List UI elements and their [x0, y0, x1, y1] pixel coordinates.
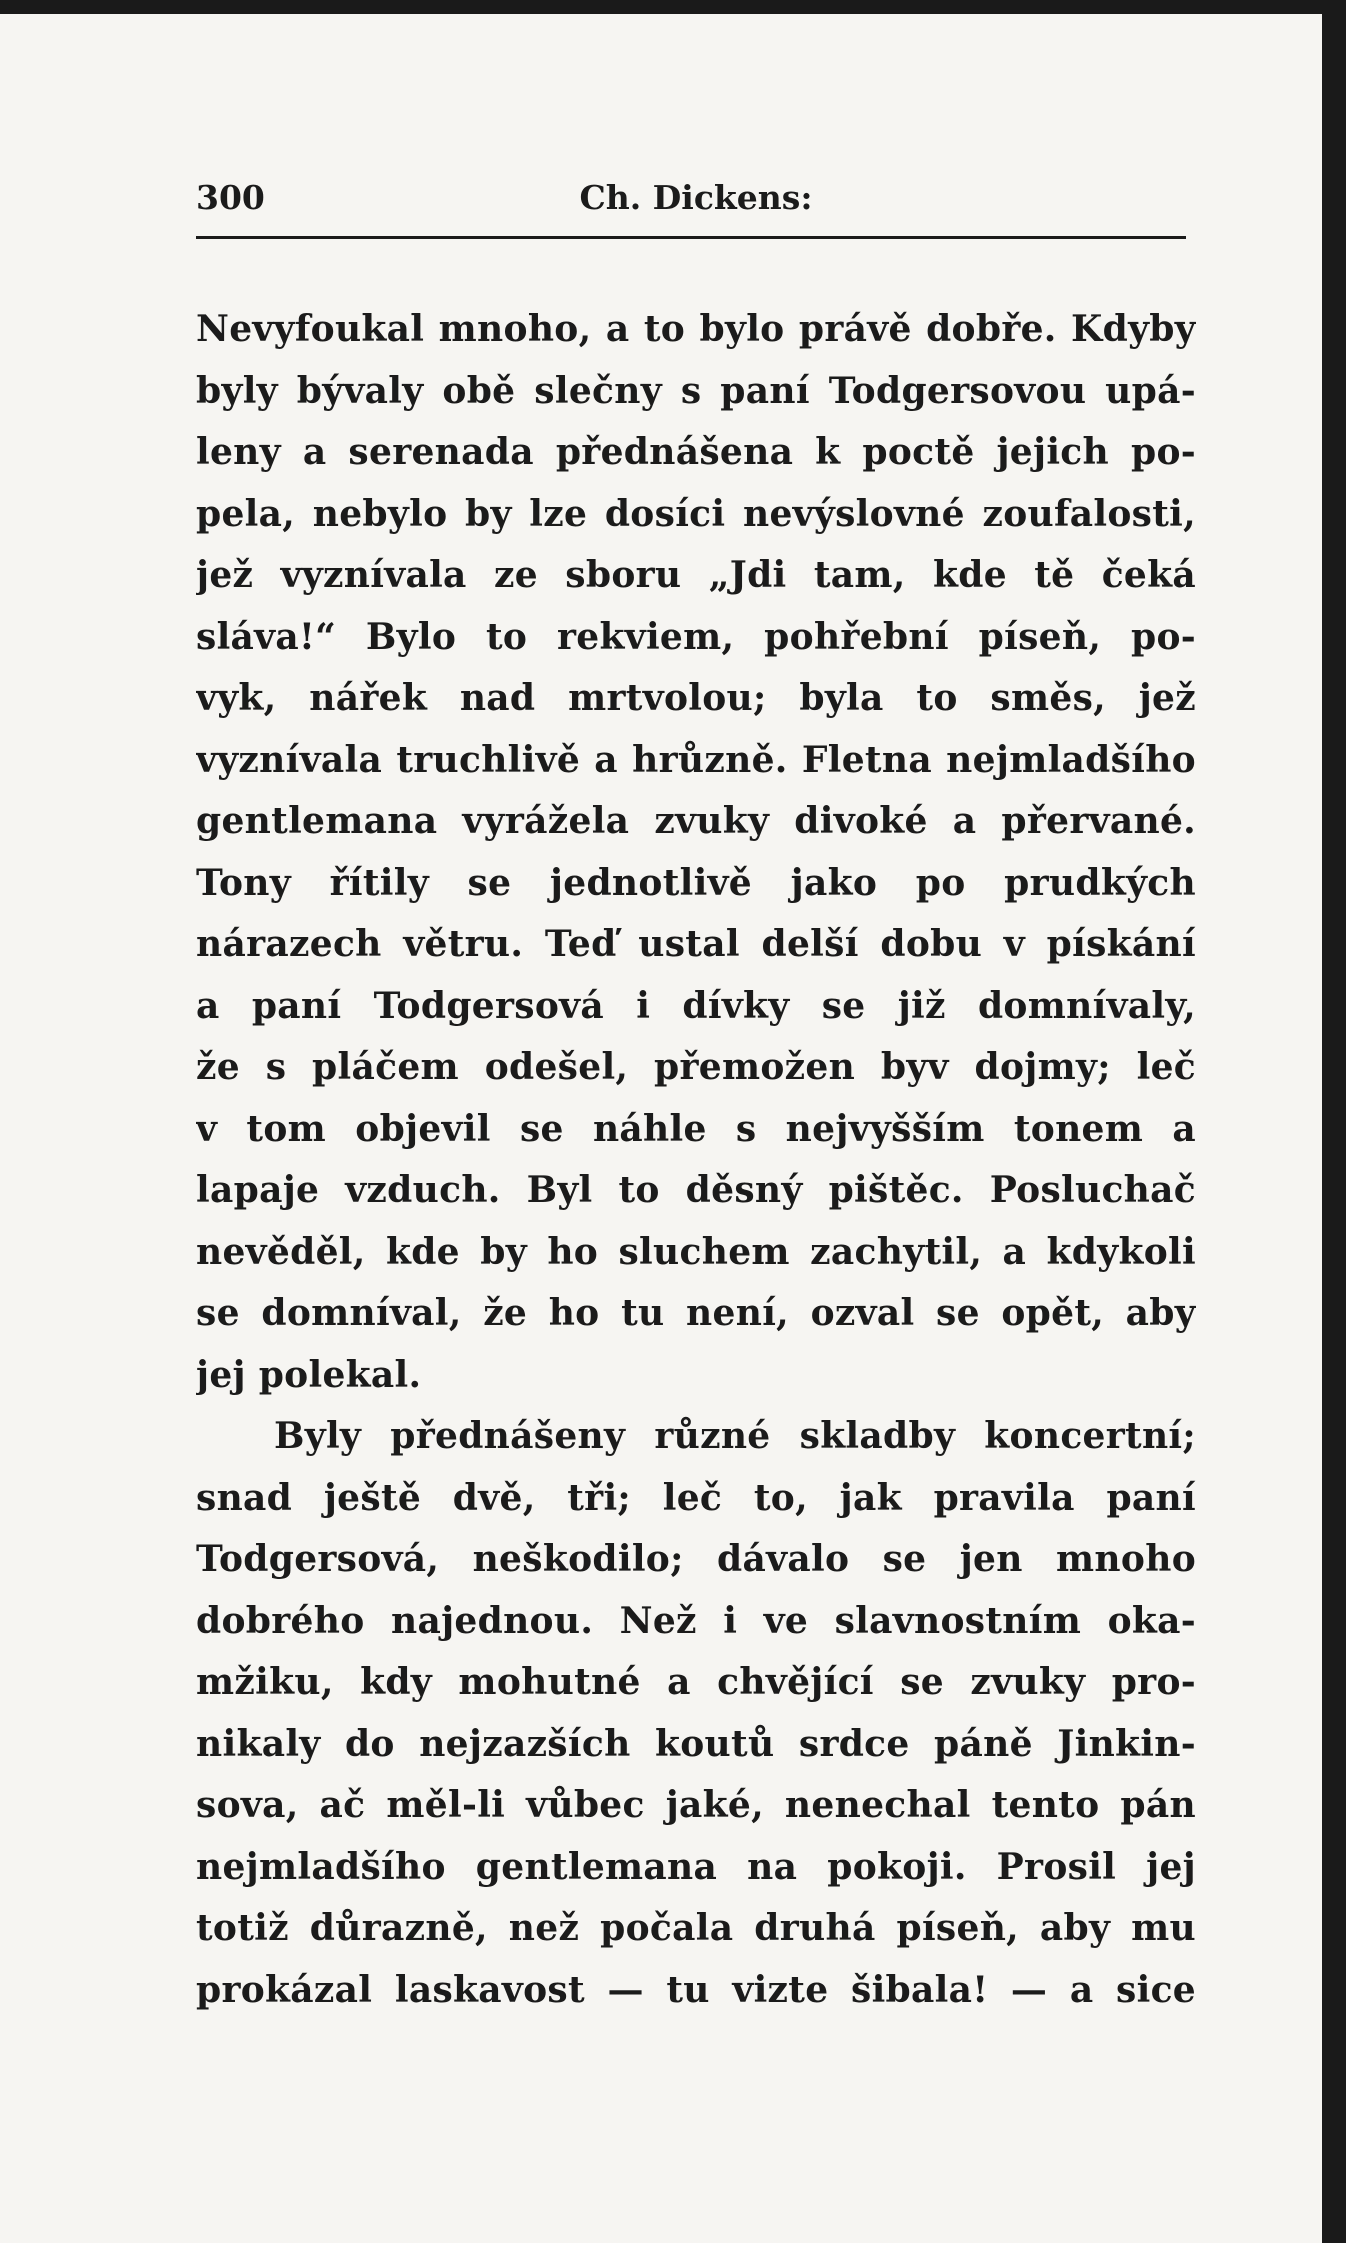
text-line: byly bývaly obě slečny s paní Todgersovou upá-	[196, 369, 1196, 412]
running-title: Ch. Dickens:	[579, 178, 813, 217]
text-line: Nevyfoukal mnoho, a to bylo právě dobře. Kdyby	[196, 308, 1196, 350]
text-line: mžiku, kdy mohutné a chvějící se zvuky pro-	[196, 1661, 1196, 1703]
text-line: jež vyznívala ze sboru „Jdi tam, kde tě čeká	[196, 554, 1196, 596]
text-line: nevěděl, kde by ho sluchem zachytil, a kdykoli	[196, 1230, 1196, 1273]
text-line: sova, ač měl-li vůbec jaké, nenechal tento pán	[196, 1784, 1196, 1826]
text-line: vyznívala truchlivě a hrůzně. Fletna nejmladšího	[196, 738, 1196, 781]
text-line: že s pláčem odešel, přemožen byv dojmy; leč	[196, 1046, 1196, 1088]
text-line: a paní Todgersová i dívky se již domnívaly,	[196, 984, 1196, 1027]
paragraph-1	[196, 299, 1196, 1406]
text-line: prokázal laskavost — tu vizte šibala! — a sice	[196, 1968, 1196, 2011]
running-header	[196, 170, 1196, 230]
text-line: Tony řítily se jednotlivě jako po prudkých	[196, 861, 1196, 904]
page-number: 300	[196, 178, 265, 217]
text-line: sláva!“ Bylo to rekviem, pohřební píseň, po-	[196, 615, 1196, 658]
paragraph-2	[196, 1406, 1196, 2021]
text-line: pela, nebylo by lze dosíci nevýslovné zoufalosti,	[196, 492, 1196, 535]
text-line: Byly přednášeny různé skladby koncertní;	[274, 1415, 1196, 1457]
text-line: jej polekal.	[196, 1353, 422, 1396]
text-line: se domníval, že ho tu není, ozval se opět, aby	[196, 1292, 1196, 1334]
scan-edge-top	[0, 0, 1346, 14]
scan-edge-right	[1322, 0, 1346, 2243]
text-line: totiž důrazně, než počala druhá píseň, aby mu	[196, 1907, 1196, 1949]
text-line: vyk, nářek nad mrtvolou; byla to směs, jež	[196, 677, 1196, 719]
book-page	[196, 170, 1196, 2021]
header-rule	[196, 236, 1186, 239]
text-line: v tom objevil se náhle s nejvyšším tonem a	[196, 1107, 1196, 1150]
text-line: nejmladšího gentlemana na pokoji. Prosil jej	[196, 1845, 1196, 1888]
body-text	[196, 299, 1196, 2021]
text-line: Todgersová, neškodilo; dávalo se jen mnoho	[196, 1538, 1196, 1580]
text-line: snad ještě dvě, tři; leč to, jak pravila paní	[196, 1476, 1196, 1519]
text-line: gentlemana vyrážela zvuky divoké a přervané.	[196, 800, 1196, 842]
text-line: nikaly do nejzazších koutů srdce páně Jinkin-	[196, 1722, 1196, 1765]
text-line: nárazech větru. Teď ustal delší dobu v pískání	[196, 923, 1196, 965]
text-line: lapaje vzduch. Byl to děsný pištěc. Posluchač	[196, 1169, 1196, 1211]
text-line: leny a serenada přednášena k poctě jejich po-	[196, 431, 1196, 473]
text-line: dobrého najednou. Než i ve slavnostním oka-	[196, 1599, 1196, 1642]
